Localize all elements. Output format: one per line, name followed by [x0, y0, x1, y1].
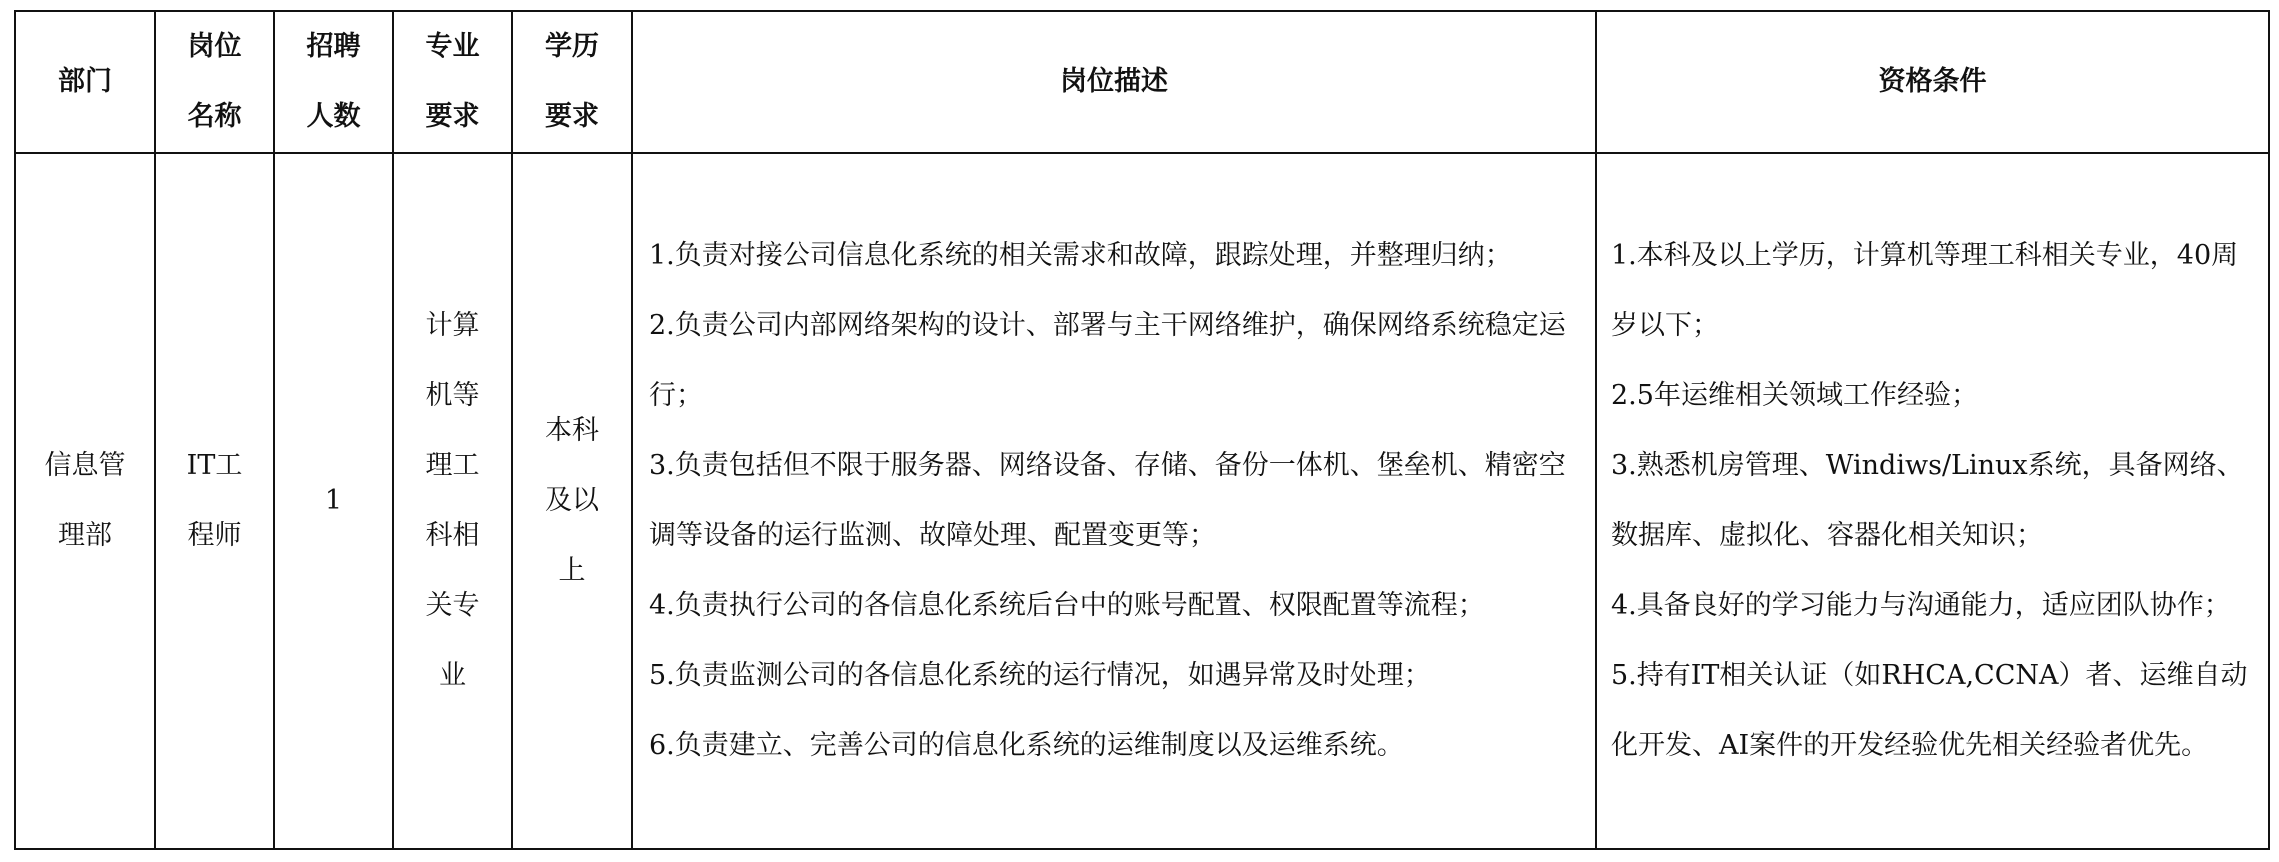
header-position: 岗位 名称	[155, 11, 274, 153]
header-description: 岗位描述	[632, 11, 1596, 153]
description-item: 2.负责公司内部网络架构的设计、部署与主干网络维护，确保网络系统稳定运行；	[649, 310, 1566, 411]
qualification-cell	[1596, 153, 2269, 849]
qualification-item: 1.本科及以上学历，计算机等理工科相关专业，40周岁以下；	[1611, 240, 2239, 341]
header-headcount: 招聘 人数	[274, 11, 393, 153]
major-cell: 计算 机等 理工 科相 关专 业	[393, 153, 512, 849]
header-row	[15, 11, 2269, 153]
description-item: 5.负责监测公司的各信息化系统的运行情况，如遇异常及时处理；	[649, 660, 1431, 691]
header-major: 专业 要求	[393, 11, 512, 153]
header-qualification: 资格条件	[1596, 11, 2269, 153]
position-cell: IT工 程师	[155, 153, 274, 849]
qualification-item: 2.5年运维相关领域工作经验；	[1611, 380, 1978, 411]
description-item: 3.负责包括但不限于服务器、网络设备、存储、备份一体机、堡垒机、精密空调等设备的运行监测、故障处理、配置变更等；	[649, 450, 1566, 551]
description-item: 4.负责执行公司的各信息化系统后台中的账号配置、权限配置等流程；	[649, 590, 1485, 621]
qualification-item: 3.熟悉机房管理、Windiws/Linux系统，具备网络、数据库、虚拟化、容器化相关知识；	[1611, 450, 2244, 551]
header-dept: 部门	[15, 11, 155, 153]
education-cell: 本科 及以 上	[512, 153, 632, 849]
header-education: 学历 要求	[512, 11, 632, 153]
table-row	[15, 153, 2269, 849]
qualification-item: 5.持有IT相关认证（如RHCA,CCNA）者、运维自动化开发、AI案件的开发经验优先相关经验者优先。	[1611, 660, 2248, 761]
description-cell	[632, 153, 1596, 849]
description-item: 1.负责对接公司信息化系统的相关需求和故障，跟踪处理，并整理归纳；	[649, 240, 1512, 271]
description-item: 6.负责建立、完善公司的信息化系统的运维制度以及运维系统。	[649, 730, 1404, 761]
qualification-item: 4.具备良好的学习能力与沟通能力，适应团队协作；	[1611, 590, 2231, 621]
dept-cell: 信息管 理部	[15, 153, 155, 849]
headcount-cell: 1	[274, 153, 393, 849]
job-posting-table	[14, 10, 2270, 850]
